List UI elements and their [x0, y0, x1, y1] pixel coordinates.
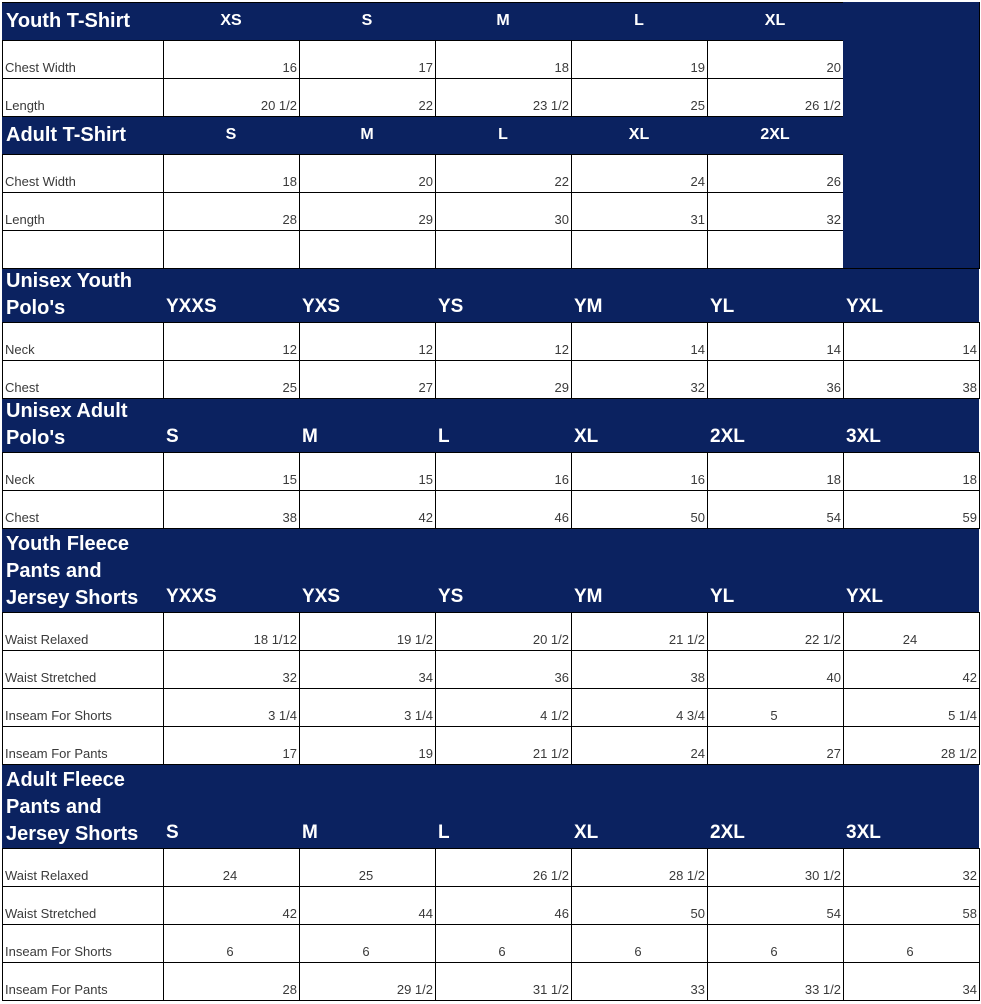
- grid-line: [435, 192, 436, 230]
- grid-line: [707, 40, 708, 78]
- grid-line: [571, 688, 572, 726]
- measurement-label: Neck: [5, 342, 35, 357]
- grid-line: [435, 612, 436, 650]
- measurement-value: 12: [554, 342, 569, 357]
- size-header: L: [435, 116, 571, 154]
- size-header: XL: [571, 398, 707, 452]
- size-header: 3XL: [843, 764, 979, 848]
- grid-line: [979, 886, 980, 924]
- grid-line: [571, 612, 572, 650]
- measurement-value: 42: [418, 510, 433, 525]
- measurement-value: 54: [826, 906, 841, 921]
- size-header: YL: [707, 528, 843, 612]
- measurement-value: 15: [418, 472, 433, 487]
- grid-line: [299, 40, 300, 78]
- grid-line: [299, 886, 300, 924]
- grid-line: [163, 726, 164, 764]
- section-title: Adult Fleece Pants and Jersey Shorts: [2, 764, 163, 848]
- measurement-value: 59: [962, 510, 977, 525]
- grid-line: [707, 490, 708, 528]
- measurement-value: 42: [962, 670, 977, 685]
- grid-line: [435, 726, 436, 764]
- grid-line: [435, 688, 436, 726]
- size-header: YXS: [299, 268, 435, 322]
- grid-line: [843, 726, 844, 764]
- grid-line: [299, 490, 300, 528]
- grid-line: [843, 924, 844, 962]
- section-title: Youth Fleece Pants and Jersey Shorts: [2, 528, 163, 612]
- grid-line: [435, 452, 436, 490]
- measurement-value: 36: [826, 380, 841, 395]
- grid-line: [2, 360, 3, 398]
- grid-line: [2, 650, 3, 688]
- grid-line: [707, 726, 708, 764]
- grid-line: [2, 268, 980, 269]
- measurement-value: 30 1/2: [804, 868, 841, 883]
- measurement-value: 15: [282, 472, 297, 487]
- measurement-label: Length: [5, 98, 45, 113]
- grid-line: [571, 40, 572, 78]
- grid-line: [2, 528, 980, 529]
- grid-line: [163, 490, 164, 528]
- grid-line: [707, 78, 708, 116]
- section-title: Youth T-Shirt: [2, 2, 163, 40]
- size-header: L: [571, 2, 707, 40]
- grid-line: [707, 848, 708, 886]
- measurement-value: 6: [226, 944, 234, 959]
- grid-line: [2, 490, 3, 528]
- grid-line: [163, 78, 164, 116]
- measurement-value: 46: [554, 510, 569, 525]
- grid-line: [299, 78, 300, 116]
- measurement-value: 23 1/2: [532, 98, 569, 113]
- grid-line: [571, 230, 572, 268]
- grid-line: [843, 962, 844, 1000]
- measurement-value: 24: [902, 632, 918, 647]
- measurement-value: 19: [418, 746, 433, 761]
- size-header: YS: [435, 268, 571, 322]
- grid-line: [435, 848, 436, 886]
- measurement-label: Neck: [5, 472, 35, 487]
- grid-line: [299, 726, 300, 764]
- measurement-label: Waist Stretched: [5, 906, 97, 921]
- grid-line: [163, 154, 164, 192]
- grid-line: [2, 848, 3, 886]
- grid-line: [163, 962, 164, 1000]
- measurement-value: 22: [418, 98, 433, 113]
- measurement-value: 26 1/2: [804, 98, 841, 113]
- grid-line: [571, 154, 572, 192]
- grid-line: [299, 452, 300, 490]
- measurement-value: 31 1/2: [532, 982, 569, 997]
- grid-line: [571, 650, 572, 688]
- measurement-value: 33 1/2: [804, 982, 841, 997]
- grid-line: [707, 360, 708, 398]
- grid-line: [707, 962, 708, 1000]
- measurement-value: 14: [690, 342, 705, 357]
- grid-line: [435, 924, 436, 962]
- grid-line: [435, 886, 436, 924]
- grid-line: [843, 650, 844, 688]
- measurement-value: 14: [962, 342, 977, 357]
- size-header: YXS: [299, 528, 435, 612]
- grid-line: [571, 726, 572, 764]
- grid-line: [299, 650, 300, 688]
- grid-line: [435, 322, 436, 360]
- grid-line: [979, 848, 980, 886]
- measurement-value: 3 1/4: [268, 708, 297, 723]
- grid-line: [2, 322, 3, 360]
- grid-line: [843, 452, 844, 490]
- grid-line: [299, 154, 300, 192]
- measurement-value: 29 1/2: [396, 982, 433, 997]
- grid-line: [2, 612, 3, 650]
- grid-line: [163, 40, 164, 78]
- grid-line: [435, 490, 436, 528]
- grid-line: [2, 726, 3, 764]
- grid-line: [571, 490, 572, 528]
- measurement-value: 14: [826, 342, 841, 357]
- measurement-value: 6: [770, 944, 778, 959]
- size-header: M: [299, 398, 435, 452]
- measurement-value: 18: [282, 174, 297, 189]
- size-header: YXL: [843, 268, 979, 322]
- measurement-value: 28 1/2: [940, 746, 977, 761]
- measurement-label: Waist Relaxed: [5, 868, 89, 883]
- size-header: S: [163, 764, 299, 848]
- grid-line: [2, 886, 3, 924]
- measurement-value: 5 1/4: [948, 708, 977, 723]
- measurement-value: 17: [282, 746, 297, 761]
- measurement-value: 22 1/2: [804, 632, 841, 647]
- header-filler-block: [843, 2, 979, 268]
- grid-line: [571, 452, 572, 490]
- grid-line: [163, 192, 164, 230]
- measurement-value: 5: [770, 708, 778, 723]
- size-header: M: [299, 764, 435, 848]
- measurement-value: 32: [282, 670, 297, 685]
- grid-line: [571, 924, 572, 962]
- size-header: S: [299, 2, 435, 40]
- measurement-label: Chest: [5, 510, 39, 525]
- measurement-value: 4 3/4: [676, 708, 705, 723]
- measurement-value: 20: [418, 174, 433, 189]
- grid-line: [299, 848, 300, 886]
- grid-line: [435, 360, 436, 398]
- size-chart-sheet: [2, 2, 979, 1002]
- grid-line: [979, 962, 980, 1000]
- size-header: S: [163, 398, 299, 452]
- measurement-value: 6: [498, 944, 506, 959]
- measurement-value: 36: [554, 670, 569, 685]
- measurement-value: 29: [418, 212, 433, 227]
- grid-line: [435, 650, 436, 688]
- size-header: YXXS: [163, 528, 299, 612]
- measurement-value: 50: [690, 906, 705, 921]
- grid-line: [707, 154, 708, 192]
- grid-line: [299, 230, 300, 268]
- size-header: 2XL: [707, 398, 843, 452]
- grid-line: [707, 612, 708, 650]
- measurement-value: 38: [690, 670, 705, 685]
- grid-line: [843, 490, 844, 528]
- grid-line: [163, 230, 164, 268]
- grid-line: [299, 688, 300, 726]
- grid-line: [571, 192, 572, 230]
- measurement-value: 46: [554, 906, 569, 921]
- measurement-value: 42: [282, 906, 297, 921]
- grid-line: [2, 924, 3, 962]
- measurement-value: 30: [554, 212, 569, 227]
- measurement-value: 24: [690, 746, 705, 761]
- grid-line: [435, 78, 436, 116]
- size-header: L: [435, 398, 571, 452]
- measurement-value: 28: [282, 212, 297, 227]
- measurement-value: 6: [634, 944, 642, 959]
- measurement-value: 33: [690, 982, 705, 997]
- measurement-value: 20: [826, 60, 841, 75]
- measurement-value: 16: [690, 472, 705, 487]
- grid-line: [2, 688, 3, 726]
- grid-line: [2, 398, 980, 399]
- measurement-value: 44: [418, 906, 433, 921]
- grid-line: [163, 848, 164, 886]
- measurement-label: Inseam For Pants: [5, 982, 108, 997]
- grid-line: [163, 452, 164, 490]
- measurement-value: 18: [962, 472, 977, 487]
- grid-line: [2, 2, 844, 3]
- grid-line: [571, 78, 572, 116]
- grid-line: [979, 2, 980, 268]
- grid-line: [843, 612, 844, 650]
- measurement-value: 31: [690, 212, 705, 227]
- grid-line: [979, 924, 980, 962]
- measurement-value: 6: [362, 944, 370, 959]
- grid-line: [979, 490, 980, 528]
- grid-line: [707, 688, 708, 726]
- grid-line: [2, 452, 3, 490]
- grid-line: [299, 192, 300, 230]
- measurement-label: Inseam For Shorts: [5, 944, 112, 959]
- grid-line: [979, 688, 980, 726]
- grid-line: [2, 1000, 980, 1001]
- size-header: YS: [435, 528, 571, 612]
- size-header: XL: [707, 2, 843, 40]
- grid-line: [299, 612, 300, 650]
- grid-line: [2, 230, 3, 268]
- size-header: 2XL: [707, 116, 843, 154]
- measurement-value: 27: [418, 380, 433, 395]
- grid-line: [979, 650, 980, 688]
- grid-line: [707, 322, 708, 360]
- grid-line: [2, 40, 3, 78]
- measurement-label: Waist Relaxed: [5, 632, 89, 647]
- size-header: YM: [571, 268, 707, 322]
- measurement-value: 29: [554, 380, 569, 395]
- measurement-value: 19 1/2: [396, 632, 433, 647]
- size-header: YL: [707, 268, 843, 322]
- measurement-value: 32: [826, 212, 841, 227]
- size-header: XL: [571, 764, 707, 848]
- measurement-value: 26: [826, 174, 841, 189]
- grid-line: [435, 230, 436, 268]
- measurement-value: 18 1/12: [253, 632, 297, 647]
- measurement-value: 32: [690, 380, 705, 395]
- measurement-value: 4 1/2: [540, 708, 569, 723]
- grid-line: [843, 322, 844, 360]
- measurement-value: 34: [962, 982, 977, 997]
- grid-line: [163, 688, 164, 726]
- measurement-value: 32: [962, 868, 977, 883]
- grid-line: [163, 924, 164, 962]
- measurement-value: 26 1/2: [532, 868, 569, 883]
- measurement-value: 22: [554, 174, 569, 189]
- grid-line: [2, 962, 3, 1000]
- grid-line: [843, 688, 844, 726]
- grid-line: [163, 650, 164, 688]
- grid-line: [843, 360, 844, 398]
- grid-line: [435, 154, 436, 192]
- measurement-label: Inseam For Shorts: [5, 708, 112, 723]
- section-title: Unisex Youth Polo's: [2, 268, 163, 322]
- grid-line: [571, 848, 572, 886]
- size-header: M: [435, 2, 571, 40]
- grid-line: [299, 322, 300, 360]
- measurement-value: 21 1/2: [668, 632, 705, 647]
- measurement-value: 19: [690, 60, 705, 75]
- measurement-value: 6: [906, 944, 914, 959]
- grid-line: [979, 322, 980, 360]
- measurement-value: 16: [282, 60, 297, 75]
- measurement-label: Inseam For Pants: [5, 746, 108, 761]
- grid-line: [571, 886, 572, 924]
- size-header: S: [163, 116, 299, 154]
- measurement-value: 34: [418, 670, 433, 685]
- grid-line: [979, 452, 980, 490]
- section-title: Adult T-Shirt: [2, 116, 163, 154]
- measurement-value: 27: [826, 746, 841, 761]
- grid-line: [2, 764, 980, 765]
- grid-line: [707, 924, 708, 962]
- grid-line: [2, 116, 844, 117]
- grid-line: [707, 650, 708, 688]
- measurement-value: 18: [554, 60, 569, 75]
- measurement-value: 21 1/2: [532, 746, 569, 761]
- grid-line: [843, 268, 980, 269]
- grid-line: [979, 612, 980, 650]
- size-header: 3XL: [843, 398, 979, 452]
- grid-line: [299, 924, 300, 962]
- measurement-value: 54: [826, 510, 841, 525]
- measurement-value: 25: [282, 380, 297, 395]
- measurement-value: 28: [282, 982, 297, 997]
- grid-line: [707, 886, 708, 924]
- grid-line: [299, 962, 300, 1000]
- measurement-label: Chest Width: [5, 174, 76, 189]
- measurement-value: 24: [222, 868, 238, 883]
- measurement-value: 16: [554, 472, 569, 487]
- grid-line: [2, 154, 3, 192]
- measurement-value: 12: [418, 342, 433, 357]
- grid-line: [979, 360, 980, 398]
- measurement-value: 12: [282, 342, 297, 357]
- grid-line: [843, 848, 844, 886]
- grid-line: [163, 360, 164, 398]
- grid-line: [163, 612, 164, 650]
- size-header: M: [299, 116, 435, 154]
- grid-line: [163, 322, 164, 360]
- measurement-value: 50: [690, 510, 705, 525]
- measurement-value: 20 1/2: [260, 98, 297, 113]
- measurement-label: Chest Width: [5, 60, 76, 75]
- grid-line: [435, 962, 436, 1000]
- measurement-value: 38: [282, 510, 297, 525]
- grid-line: [707, 452, 708, 490]
- measurement-label: Waist Stretched: [5, 670, 97, 685]
- size-header: 2XL: [707, 764, 843, 848]
- grid-line: [299, 360, 300, 398]
- grid-line: [707, 192, 708, 230]
- measurement-value: 38: [962, 380, 977, 395]
- grid-line: [2, 192, 3, 230]
- grid-line: [2, 230, 844, 231]
- measurement-value: 25: [690, 98, 705, 113]
- measurement-value: 17: [418, 60, 433, 75]
- size-header: YXL: [843, 528, 979, 612]
- measurement-value: 28 1/2: [668, 868, 705, 883]
- size-header: L: [435, 764, 571, 848]
- grid-line: [571, 322, 572, 360]
- size-header: XL: [571, 116, 707, 154]
- measurement-label: Chest: [5, 380, 39, 395]
- measurement-value: 3 1/4: [404, 708, 433, 723]
- grid-line: [571, 360, 572, 398]
- grid-line: [571, 962, 572, 1000]
- grid-line: [843, 886, 844, 924]
- size-header: YM: [571, 528, 707, 612]
- measurement-value: 40: [826, 670, 841, 685]
- measurement-value: 18: [826, 472, 841, 487]
- size-header: YXXS: [163, 268, 299, 322]
- grid-line: [2, 78, 3, 116]
- section-title: Unisex Adult Polo's: [2, 398, 163, 452]
- grid-line: [435, 40, 436, 78]
- grid-line: [707, 230, 708, 268]
- grid-line: [163, 886, 164, 924]
- size-header: XS: [163, 2, 299, 40]
- measurement-value: 24: [690, 174, 705, 189]
- measurement-label: Length: [5, 212, 45, 227]
- grid-line: [979, 726, 980, 764]
- measurement-value: 20 1/2: [532, 632, 569, 647]
- measurement-value: 25: [358, 868, 374, 883]
- measurement-value: 58: [962, 906, 977, 921]
